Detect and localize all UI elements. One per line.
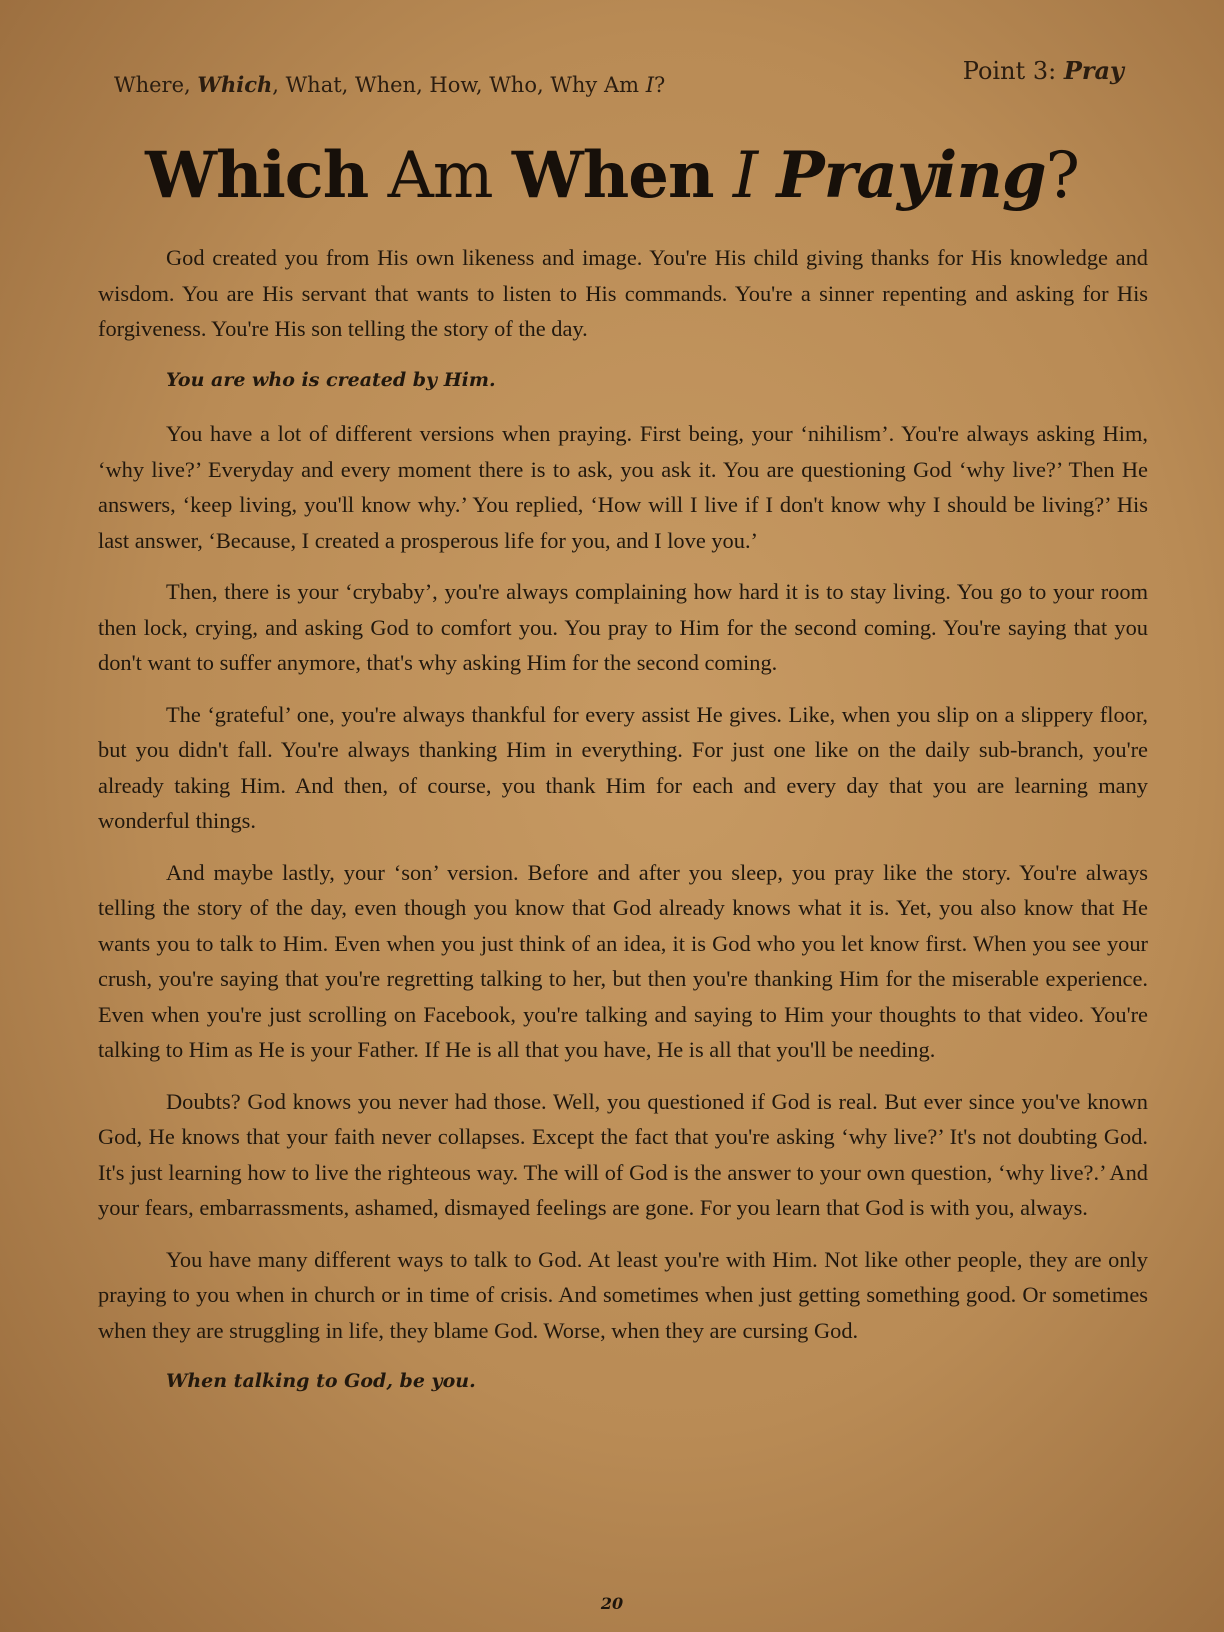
title-part: ? xyxy=(1045,139,1079,213)
page-number: 20 xyxy=(600,1594,624,1613)
running-head-text: ? xyxy=(654,73,666,97)
paragraph: Then, there is your ‘crybaby’, you're always complaining how hard it is to stay living. You go to your room then lock, crying, and asking God to comfort you. You pray to Him for the second coming. You're saying that you don't want to suffer anymore, that's why asking Him for the second coming. xyxy=(98,579,1148,675)
running-head-text: , What, When, How, Who, Why Am xyxy=(272,73,646,97)
title-part: Praying xyxy=(776,138,1046,213)
point-label xyxy=(963,56,1124,85)
paragraph: You have a lot of different versions when praying. First being, your ‘nihilism’. You're always asking Him, ‘why live?’ Everyday and every moment there is to ask, you ask it. You are questioning God ‘why live?’ Then He answers, ‘keep living, you'll know why.’ You replied, ‘How will I live if I don't know why I should be living?’ His last answer, ‘Because, I created a prosperous life for you, and I love you.’ xyxy=(98,421,1148,553)
paragraph: Doubts? God knows you never had those. Well, you questioned if God is real. But ever since you've known God, He knows that your faith never collapses. Except the fact that you're asking ‘why live?’ It's not doubting God. It's just learning how to live the righteous way. The will of God is the answer to your own question, ‘why live?.’ And your fears, embarrassments, ashamed, dismayed feelings are gone. For you learn that God is with you, always. xyxy=(98,1088,1148,1220)
point-name: Pray xyxy=(1063,56,1124,85)
title-part: Am xyxy=(368,139,512,213)
emphasis-line: You are who is created by Him. xyxy=(166,368,496,391)
emphasis-line: When talking to God, be you. xyxy=(166,1370,476,1392)
paragraph: The ‘grateful’ one, you're always thankful for every assist He gives. Like, when you slip on a slippery floor, but you didn't fall. You're always thanking Him in everything. For just one like on the daily sub-branch, you're already taking Him. And then, of course, you thank Him for each and every day that you are learning many wonderful things. xyxy=(98,701,1148,833)
running-head-emphasis: Which xyxy=(197,72,273,97)
paragraph: God created you from His own likeness and image. You're His child giving thanks for His knowledge and wisdom. You are His servant that wants to listen to His commands. You're a sinner repenting and asking for His forgiveness. You're His son telling the story of the day. xyxy=(98,245,1148,341)
paragraph: You have many different ways to talk to God. At least you're with Him. Not like other people, they are only praying to you when in church or in time of crisis. And sometimes when just getting something good. Or sometimes when they are struggling in life, they blame God. Worse, when they are cursing God. xyxy=(98,1246,1148,1343)
running-head xyxy=(114,72,665,97)
body-text xyxy=(98,240,1148,1418)
page-title xyxy=(0,138,1224,213)
title-part: When xyxy=(511,138,714,213)
title-part: Which xyxy=(145,138,369,213)
running-head-italic: I xyxy=(645,73,655,97)
running-head-text: Where, xyxy=(114,73,198,97)
point-prefix: Point 3: xyxy=(962,57,1064,85)
title-part: I xyxy=(713,139,777,213)
paragraph: And maybe lastly, your ‘son’ version. Before and after you sleep, you pray like the story. You're always telling the story of the day, even though you know that God already knows what it is. Yet, you also know that He wants you to talk to Him. Even when you just think of an idea, it is God who you let know first. When you see your crush, you're saying that you're regretting talking to her, but then you're thanking Him for the miserable experience. Even when you're just scrolling on Facebook, you're talking and saying to Him your thoughts to that video. You're talking to Him as He is your Father. If He is all that you have, He is all that you'll be needing. xyxy=(98,859,1148,1062)
